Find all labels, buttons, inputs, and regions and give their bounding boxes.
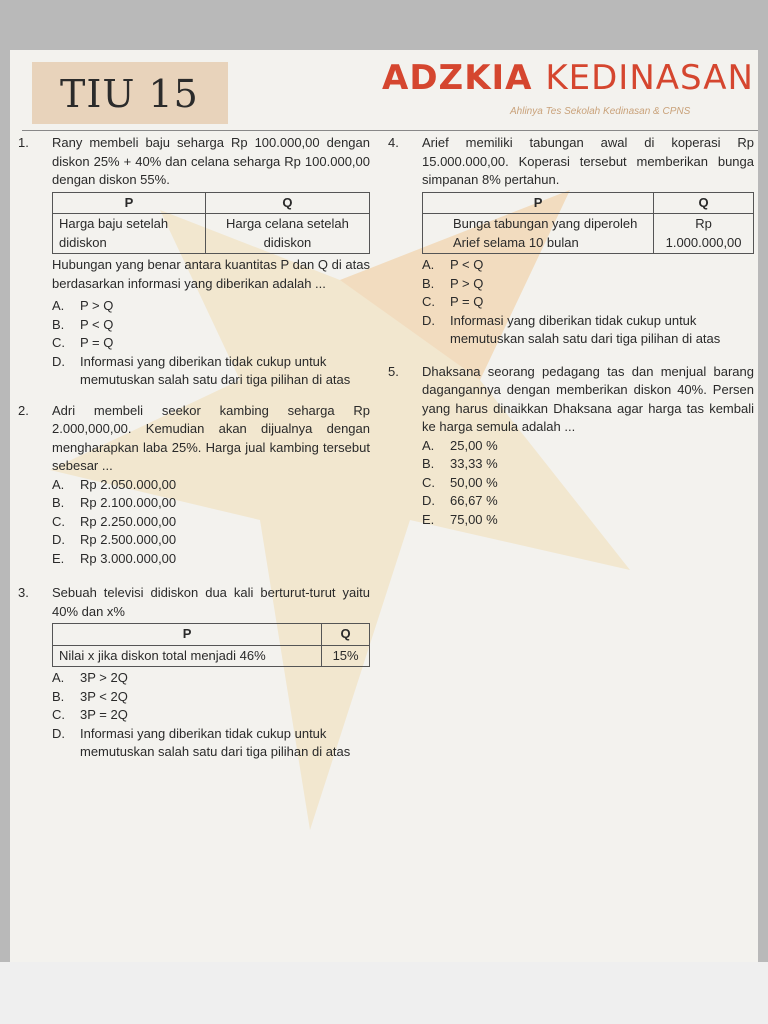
exam-sheet <box>10 50 758 962</box>
option-a[interactable] <box>52 669 370 688</box>
tagline: Ahlinya Tes Sekolah Kedinasan & CPNS <box>510 106 691 117</box>
table-cell-p: Harga baju setelah didiskon <box>53 214 206 254</box>
option-b[interactable] <box>52 494 370 513</box>
option-text: Rp 2.050.000,00 <box>80 476 177 492</box>
page-title: TIU 15 <box>60 72 199 116</box>
question-text: Rany membeli baju seharga Rp 100.000,00 dengan diskon 25% + 40% dan celana seharga Rp 100.000,00 dengan diskon 55%. <box>52 135 370 187</box>
option-d[interactable] <box>52 725 370 762</box>
option-text: P = Q <box>80 335 114 350</box>
option-a[interactable] <box>422 437 754 456</box>
page-margin <box>0 962 768 1024</box>
option-text: Rp 3.000.000,00 <box>80 550 177 566</box>
option-letter: C. <box>52 335 65 350</box>
option-letter: B. <box>52 688 65 704</box>
question-5 <box>388 363 754 530</box>
brand-logo <box>382 58 754 98</box>
option-c[interactable] <box>422 474 754 493</box>
option-b[interactable] <box>52 688 370 707</box>
table-header-q: Q <box>205 192 369 214</box>
option-text: Rp 2.250.000,00 <box>80 513 177 529</box>
table-header-q: Q <box>322 624 370 646</box>
option-letter: D. <box>52 532 65 547</box>
question-text: Adri membeli seekor kambing seharga Rp 2.000,000,00. Kemudian akan dijualnya dengan mengharapkan laba 25%. Harga jual kambing tersebut sebesar ... <box>52 402 370 473</box>
comparison-table <box>422 192 754 255</box>
option-letter: D. <box>52 353 65 369</box>
option-text: 3P < 2Q <box>80 688 128 704</box>
option-text: 33,33 % <box>450 456 498 471</box>
question-4 <box>388 134 754 349</box>
option-letter: B. <box>422 456 435 471</box>
table-cell-p: Bunga tabungan yang diperoleh Arief selama 10 bulan <box>423 214 654 254</box>
table-cell-p: Nilai x jika diskon total menjadi 46% <box>53 645 322 667</box>
table-header-q: Q <box>654 192 754 214</box>
option-letter: C. <box>52 513 65 529</box>
question-number: 2. <box>18 402 29 418</box>
comparison-table <box>52 623 370 667</box>
option-letter: D. <box>52 725 65 741</box>
option-letter: E. <box>52 550 65 566</box>
option-letter: D. <box>422 312 435 328</box>
option-d[interactable] <box>422 312 754 349</box>
option-letter: B. <box>52 495 65 510</box>
table-cell-q: Harga celana setelah didiskon <box>205 214 369 254</box>
option-letter: A. <box>422 257 435 272</box>
question-text: Arief memiliki tabungan awal di koperasi Rp 15.000.000,00. Koperasi tersebut memberikan bunga simpanan 8% pertahun. <box>422 135 754 187</box>
option-text: Rp 2.100.000,00 <box>80 495 177 510</box>
option-text: 3P = 2Q <box>80 707 128 722</box>
option-text: 3P > 2Q <box>80 670 128 685</box>
option-letter: E. <box>422 511 435 527</box>
question-3 <box>18 584 370 762</box>
option-letter: C. <box>52 707 65 722</box>
option-text: P > Q <box>450 275 484 291</box>
option-text: 25,00 % <box>450 437 498 453</box>
option-e[interactable] <box>52 550 370 569</box>
option-c[interactable] <box>422 293 754 312</box>
header-divider <box>22 130 758 131</box>
question-number: 1. <box>18 135 29 150</box>
option-c[interactable] <box>52 334 370 353</box>
option-text: Rp 2.500.000,00 <box>80 532 177 547</box>
table-header-p: P <box>53 624 322 646</box>
option-text: P < Q <box>80 316 114 332</box>
question-stem: Hubungan yang benar antara kuantitas P dan Q di atas berdasarkan informasi yang diberikan adalah ... <box>52 257 370 291</box>
option-d[interactable] <box>52 531 370 550</box>
option-c[interactable] <box>52 513 370 532</box>
option-text: 66,67 % <box>450 493 498 508</box>
option-letter: C. <box>422 294 435 309</box>
right-column <box>388 134 754 529</box>
option-c[interactable] <box>52 706 370 725</box>
question-number: 5. <box>388 363 399 379</box>
question-text: Dhaksana seorang pedagang tas dan menjual barang dagangannya dengan memberikan diskon 40%. Persen yang harus dinaikkan Dhaksana agar harga tas kembali ke harga semula adalah ... <box>422 363 754 434</box>
table-header-p: P <box>423 192 654 214</box>
table-cell-q: 15% <box>322 645 370 667</box>
option-letter: C. <box>422 474 435 490</box>
question-number: 4. <box>388 135 399 150</box>
logo-main: ADZKIA <box>382 58 533 98</box>
option-a[interactable] <box>422 256 754 275</box>
option-b[interactable] <box>52 316 370 335</box>
option-text: 50,00 % <box>450 474 498 490</box>
option-text: P = Q <box>450 294 484 309</box>
option-e[interactable] <box>422 511 754 530</box>
option-letter: A. <box>422 437 435 453</box>
option-letter: B. <box>422 275 435 291</box>
left-column <box>18 134 370 762</box>
option-text: Informasi yang diberikan tidak cukup untuk memutuskan salah satu dari tiga pilihan di atas <box>450 312 721 346</box>
question-text: Sebuah televisi didiskon dua kali berturut-turut yaitu 40% dan x% <box>52 585 370 619</box>
option-text: Informasi yang diberikan tidak cukup untuk memutuskan salah satu dari tiga pilihan di atas <box>80 353 351 387</box>
question-1 <box>18 134 370 390</box>
option-b[interactable] <box>422 455 754 474</box>
option-text: P > Q <box>80 298 114 313</box>
option-letter: D. <box>422 493 435 508</box>
option-d[interactable] <box>52 353 370 390</box>
option-letter: A. <box>52 476 65 492</box>
question-number: 3. <box>18 585 29 600</box>
option-a[interactable] <box>52 297 370 316</box>
option-a[interactable] <box>52 476 370 495</box>
option-text: P < Q <box>450 257 484 272</box>
option-b[interactable] <box>422 275 754 294</box>
option-d[interactable] <box>422 492 754 511</box>
logo-sub: KEDINASAN <box>545 58 754 98</box>
table-cell-q: Rp 1.000.000,00 <box>654 214 754 254</box>
option-letter: A. <box>52 298 65 313</box>
option-letter: B. <box>52 316 65 332</box>
question-2 <box>18 402 370 569</box>
option-letter: A. <box>52 670 65 685</box>
table-header-p: P <box>53 192 206 214</box>
option-text: Informasi yang diberikan tidak cukup untuk memutuskan salah satu dari tiga pilihan di atas <box>80 725 351 759</box>
option-text: 75,00 % <box>450 511 498 527</box>
comparison-table <box>52 192 370 255</box>
